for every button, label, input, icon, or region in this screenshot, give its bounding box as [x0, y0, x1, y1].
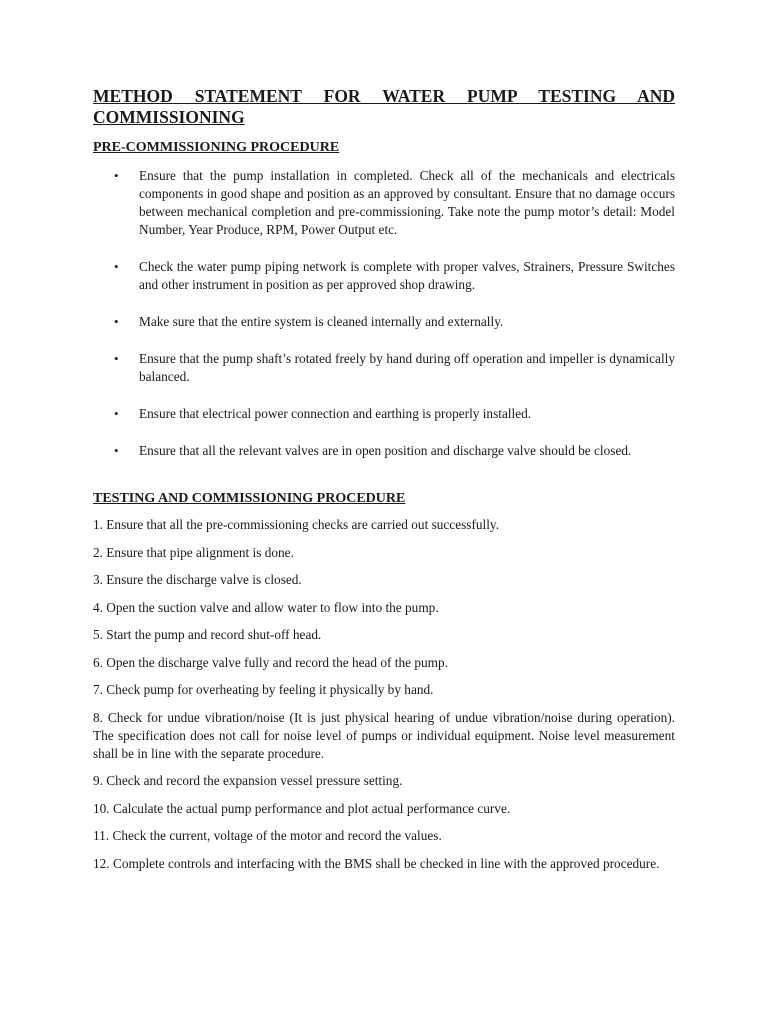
- step-item: 11. Check the current, voltage of the motor and record the values.: [93, 828, 442, 843]
- list-item: [93, 350, 675, 386]
- step-item: 4. Open the suction valve and allow water to flow into the pump.: [93, 599, 439, 615]
- step-item: 5. Start the pump and record shut-off head.: [93, 627, 322, 642]
- list-item: [93, 313, 675, 331]
- step-item: 3. Ensure the discharge valve is closed.: [93, 572, 302, 587]
- bullet-icon: •: [114, 351, 119, 366]
- testing-commissioning-heading: TESTING AND COMMISSIONING PROCEDURE: [93, 491, 406, 506]
- list-item-text: Ensure that all the relevant valves are in open position and discharge valve should be closed.: [139, 443, 632, 458]
- list-item: [93, 405, 675, 423]
- step-item: 7. Check pump for overheating by feeling it physically by hand.: [93, 682, 434, 697]
- testing-commissioning-list: [93, 516, 675, 873]
- document-title: METHOD STATEMENT FOR WATER PUMP TESTING AND COMMISSIONING: [93, 86, 675, 127]
- bullet-icon: •: [114, 314, 119, 329]
- list-item: [93, 167, 675, 239]
- step-item: 9. Check and record the expansion vessel pressure setting.: [93, 773, 403, 788]
- step-item: 12. Complete controls and interfacing with the BMS shall be checked in line with the approved procedure.: [93, 855, 660, 871]
- list-item-text: Ensure that the pump shaft’s rotated freely by hand during off operation and impeller is dynamically balanced.: [139, 351, 675, 384]
- list-item-text: Check the water pump piping network is complete with proper valves, Strainers, Pressure Switches and other instrument in position as per approved shop drawing.: [139, 259, 675, 292]
- pre-commissioning-list: [93, 167, 675, 460]
- bullet-icon: •: [114, 168, 119, 183]
- list-item: [93, 442, 675, 460]
- step-item: 6. Open the discharge valve fully and record the head of the pump.: [93, 654, 448, 670]
- bullet-icon: •: [114, 406, 119, 421]
- list-item-text: Ensure that electrical power connection and earthing is properly installed.: [139, 406, 532, 421]
- step-item: 8. Check for undue vibration/noise (It is just physical hearing of undue vibration/noise during operation). The specification does not call for noise level of pumps or individual equipment. Noise level measurement shall be in line with the separate procedure.: [93, 709, 675, 761]
- list-item: [93, 258, 675, 294]
- pre-commissioning-heading: PRE-COMMISSIONING PROCEDURE: [93, 140, 340, 155]
- document-page: [93, 86, 675, 882]
- list-item-text: Ensure that the pump installation in completed. Check all of the mechanicals and electricals components in good shape and position as an approved by consultant. Ensure that no damage occurs between mechanical completion and pre-commissioning. Take note the pump motor’s detail: Model Number, Year Produce, RPM, Power Output etc.: [139, 168, 675, 237]
- list-item-text: Make sure that the entire system is cleaned internally and externally.: [139, 314, 504, 329]
- step-item: 10. Calculate the actual pump performance and plot actual performance curve.: [93, 800, 511, 816]
- bullet-icon: •: [114, 443, 119, 458]
- bullet-icon: •: [114, 259, 119, 274]
- step-item: 1. Ensure that all the pre-commissioning checks are carried out successfully.: [93, 517, 500, 532]
- step-item: 2. Ensure that pipe alignment is done.: [93, 544, 294, 560]
